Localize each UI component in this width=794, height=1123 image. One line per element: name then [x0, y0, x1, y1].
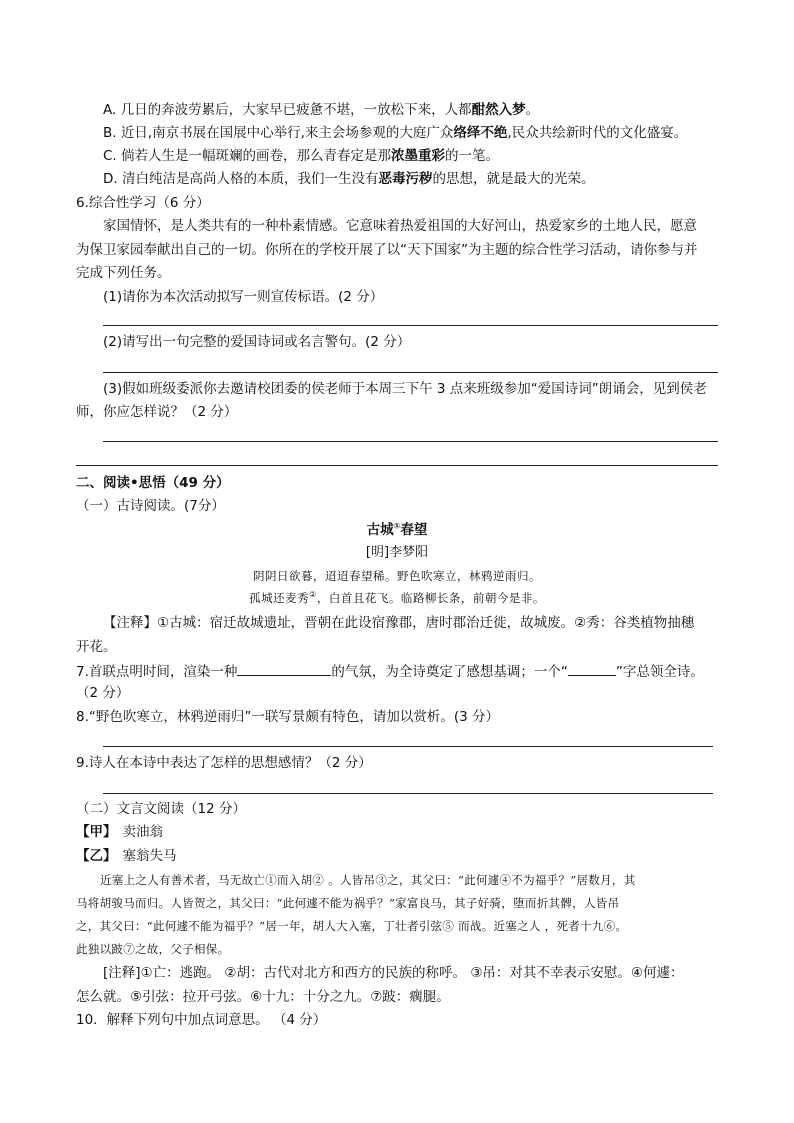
poem-line: 阴阴日欲暮，迢迢春望稀。野色吹寒立，林鸦逆雨归。 — [253, 569, 541, 583]
q6-intro-line: 家国情怀，是人类共有的一种朴素情感。它意味着热爱祖国的大好河山，热爱家乡的土地人民，愿意 — [103, 218, 697, 234]
option-text: D. 清白纯洁是高尚人格的本质，我们一生没有 — [103, 171, 379, 187]
poem-title — [0, 521, 794, 539]
q6-intro-line: 完成下列任务。 — [76, 265, 171, 281]
text-yi — [76, 847, 177, 865]
poem-title-text: 春望 — [400, 522, 428, 538]
text-jia — [76, 823, 163, 841]
poem-line-text: 孤城还麦秀 — [249, 591, 310, 605]
part-title: （二）文言文阅读（12 分） — [76, 801, 246, 817]
section-divider — [76, 465, 718, 466]
fill-blank[interactable] — [237, 661, 331, 676]
q6-subquestion-1: (1)请你为本次活动拟写一则宣传标语。(2 分） — [103, 289, 384, 305]
highlighted-phrase: 络绎不绝 — [453, 125, 508, 141]
q7-text: 的气氛，为全诗奠定了感想基调；一个“ — [331, 664, 568, 680]
classical-text-line: 之，其父曰：“此何遽不能为福乎？”居一年，胡人大入塞，丁壮者引弦⑤ 而战。近塞之人 ，死者十九⑥。 — [76, 919, 628, 933]
answer-line[interactable] — [103, 746, 713, 747]
answer-line[interactable] — [103, 372, 718, 373]
text-tag: 【乙】 — [76, 848, 117, 864]
q8: 8.“野色吹寒立，林鸦逆雨归”一联写景颇有特色，请加以赏析。(3 分） — [76, 709, 500, 725]
option-text: ,民众共绘新时代的文化盛宴。 — [507, 125, 688, 141]
classical-text-line: 近塞上之人有善术者，马无故亡①而入胡② 。人皆吊③之，其父曰：“此何遽④不为福乎？”居数月，其 — [100, 873, 636, 887]
option-text: 的思想，就是最大的光荣。 — [432, 171, 595, 187]
option-text: 的一笔。 — [445, 148, 500, 164]
classical-text-line: 马将胡骏马而归。人皆贺之，其父曰：“此何遽不能为祸乎？”家富良马，其子好骑，堕而折其髀，人皆吊 — [76, 896, 620, 910]
answer-line[interactable] — [103, 793, 713, 794]
q9: 9.诗人在本诗中表达了怎样的思想感情？（2 分） — [76, 755, 372, 771]
q6-intro-line: 为保卫家园奉献出自己的一切。你所在的学校开展了以“天下国家”为主题的综合性学习活动，请你参与并 — [76, 242, 698, 258]
highlighted-phrase: 恶毒污秽 — [378, 171, 433, 187]
highlighted-phrase: 浓墨重彩 — [391, 148, 446, 164]
option-text: 。 — [525, 102, 540, 118]
option-text: C. 倘若人生是一幅斑斓的画卷，那么青春定是那 — [103, 148, 392, 164]
poem-note: 【注释】①古城：宿迁故城遗址，晋朝在此设宿豫郡，唐时郡治迁徙，故城废。②秀：谷类植物抽穗 — [103, 615, 695, 631]
section-title: 二、阅读•思悟（49 分） — [76, 475, 230, 491]
classical-text-line: 此独以跛⑦之故，父子相保。 — [76, 942, 230, 956]
footnote-marker: ① — [393, 521, 401, 531]
fill-blank[interactable] — [568, 661, 616, 676]
footnote-marker: ② — [309, 590, 317, 600]
option-b — [103, 124, 687, 142]
text-title: 塞翁失马 — [122, 848, 177, 864]
poem-line-text: ，白首且花飞。临路柳长条，前朝今是非。 — [316, 591, 545, 605]
poem-line — [0, 590, 794, 606]
text-note-cont: 怎么就。⑤引弦：拉开弓弦。⑥十九：十分之九。⑦跛：瘸腿。 — [76, 989, 450, 1005]
q7-text: 7.首联点明时间，渲染一种 — [76, 664, 238, 680]
q6-subquestion-2: (2)请写出一句完整的爱国诗词或名言警句。(2 分） — [103, 334, 411, 350]
option-d — [103, 170, 594, 188]
answer-line[interactable] — [103, 325, 718, 326]
option-text: B. 近日,南京书展在国展中心举行,来主会场参观的大庭广众 — [103, 125, 454, 141]
q6-subquestion-3-cont: 师，你应怎样说？（2 分） — [76, 404, 238, 420]
q7-score: （2 分） — [76, 685, 130, 701]
option-a — [103, 101, 539, 119]
q7 — [76, 661, 704, 681]
q7-text: ”字总领全诗。 — [615, 664, 704, 680]
q6-subquestion-3: (3)假如班级委派你去邀请校团委的侯老师于本周三下午 3 点来班级参加“爱国诗词”朗诵会，见到侯老 — [103, 381, 707, 397]
q10: 10．解释下列句中加点词意思。 （4 分） — [76, 1012, 327, 1028]
poem-note-cont: 开花。 — [76, 639, 117, 655]
q6-title: 6.综合性学习（6 分） — [76, 195, 210, 211]
option-text: A. 几日的奔波劳累后，大家早已疲惫不堪，一放松下来，人都 — [103, 102, 472, 118]
part-title: （一）古诗阅读。(7分） — [76, 498, 225, 514]
text-title: 卖油翁 — [122, 824, 163, 840]
poem-title-text: 古城 — [366, 522, 394, 538]
answer-line[interactable] — [103, 441, 718, 442]
highlighted-phrase: 酣然入梦 — [471, 102, 526, 118]
poem-author: [明]李梦阳 — [365, 545, 429, 560]
text-tag: 【甲】 — [76, 824, 117, 840]
option-c — [103, 147, 499, 165]
text-note: [注释]①亡：逃跑。 ②胡：古代对北方和西方的民族的称呼。 ③吊：对其不幸表示安慰。④何遽： — [103, 965, 684, 981]
